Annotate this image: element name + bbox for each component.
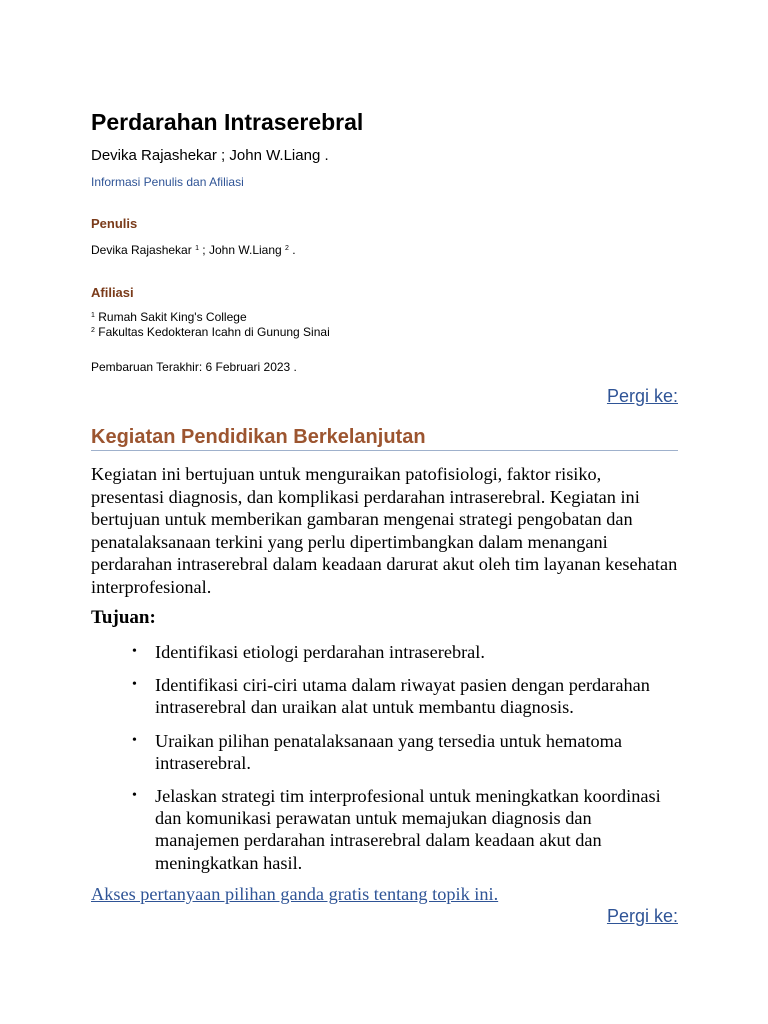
authors-section-label: Penulis — [91, 216, 138, 231]
author-superscript: 1 — [195, 245, 199, 252]
author-end: . — [288, 243, 296, 257]
affiliation-superscript: 2 — [91, 327, 95, 334]
author-superscript: 2 — [285, 245, 289, 252]
affiliations-section-label: Afiliasi — [91, 285, 134, 300]
goto-link[interactable]: Pergi ke: — [606, 386, 678, 406]
author-name: Devika Rajashekar — [91, 243, 192, 257]
last-update: Pembaruan Terakhir: 6 Februari 2023 . — [91, 360, 297, 374]
authors-line: Devika Rajashekar ; John W.Liang . — [91, 147, 329, 164]
objective-text: Identifikasi ciri-ciri utama dalam riwayat pasien dengan perdarahan intraserebral dan uraikan alat untuk membantu diagnosis. — [155, 675, 650, 718]
article-title: Perdarahan Intraserebral — [91, 109, 364, 135]
objective-item — [91, 730, 678, 774]
objective-item — [91, 785, 678, 874]
objective-text: Uraikan pilihan penatalaksanaan yang tersedia untuk hematoma intraserebral. — [155, 730, 623, 773]
cme-paragraph: Kegiatan ini bertujuan untuk menguraikan patofisiologi, faktor risiko, presentasi diagnosis, dan komplikasi perdarahan intraserebral. Kegiatan ini bertujuan untuk memberikan gambaran mengenai strategi pengobatan dan penatalaksanaan terkini yang perlu dipertimbangkan dalam menangani perdarahan intraserebral dalam keadaan darurat akut oleh tim layanan kesehatan interprofesional. — [91, 464, 678, 597]
mcq-link[interactable]: Akses pertanyaan pilihan ganda gratis tentang topik ini. — [91, 884, 499, 904]
authors-detail — [91, 243, 296, 257]
cme-heading: Kegiatan Pendidikan Berkelanjutan — [91, 426, 678, 451]
affiliation-superscript: 1 — [91, 312, 95, 319]
bullet-icon: • — [132, 644, 137, 659]
author-name: John W.Liang — [208, 243, 282, 257]
bullet-icon: • — [132, 788, 137, 804]
affiliation-text: Fakultas Kedokteran Icahn di Gunung Sinai — [98, 325, 330, 339]
objective-text: Identifikasi etiologi perdarahan intraserebral. — [155, 642, 485, 662]
objective-item — [91, 641, 678, 663]
goto-link[interactable]: Pergi ke: — [606, 906, 678, 926]
objective-item — [91, 674, 678, 718]
objectives-label: Tujuan: — [91, 607, 156, 628]
bullet-icon: • — [132, 677, 137, 693]
author-info-link[interactable]: Informasi Penulis dan Afiliasi — [91, 175, 244, 189]
objective-text: Jelaskan strategi tim interprofesional untuk meningkatkan koordinasi dan komunikasi perawatan untuk memajukan diagnosis dan manajemen perdarahan intraserebral dalam keadaan akut dan meningkatkan hasil. — [155, 786, 661, 873]
affiliation-item — [91, 325, 330, 339]
bullet-icon: • — [132, 732, 137, 748]
objectives-list — [91, 641, 678, 885]
author-separator: ; — [198, 243, 209, 257]
affiliation-text: Rumah Sakit King's College — [98, 310, 247, 324]
affiliation-item — [91, 310, 247, 324]
